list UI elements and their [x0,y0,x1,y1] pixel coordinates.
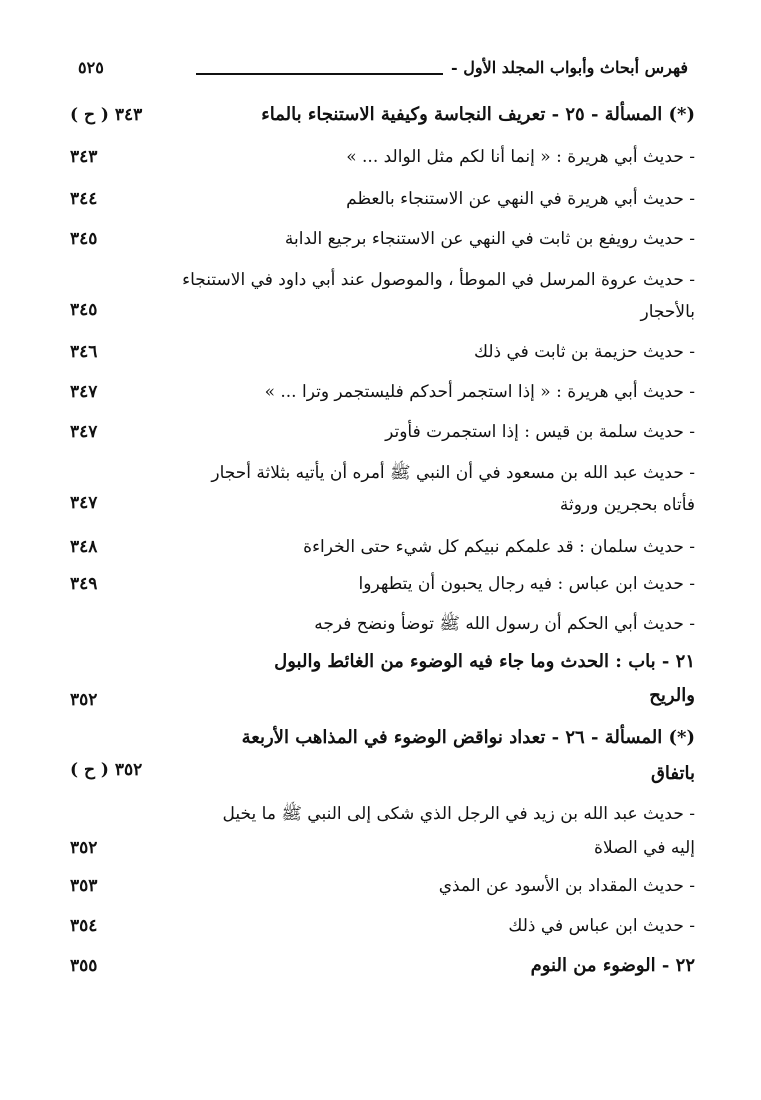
entry-title: - حديث حزيمة بن ثابت في ذلك [474,342,695,362]
index-entry [70,229,695,251]
entry-page: ٣٤٥ [70,229,98,249]
entry-page: ٣٤٤ [70,189,98,209]
header-page-number: ٥٢٥ [78,58,104,77]
index-entry [70,382,695,404]
entry-title-continued: والريح [649,685,695,706]
entry-page: ٣٥٢ [70,838,98,858]
entry-page: ٣٤٧ [70,382,98,402]
entry-title-continued: باتفاق [650,763,695,784]
entry-title: - حديث أبي هريرة في النهي عن الاستنجاء بالعظم [346,189,695,209]
entry-title: - حديث سلمة بن قيس : إذا استجمرت فأوتر [385,422,695,442]
entry-page: ٣٥٣ [70,876,98,896]
index-entry [70,422,695,444]
entry-title: - حديث عبد الله بن مسعود في أن النبي ﷺ أمره أن يأتيه بثلاثة أحجار [211,463,695,483]
entry-title: - حديث أبي هريرة : « إنما أنا لكم مثل الوالد ... » [346,147,695,167]
header-title: فهرس أبحاث وأبواب المجلد الأول - [451,58,688,77]
index-entry [70,147,695,169]
entry-page: ٣٤٥ [70,300,98,320]
entry-page: ٣٤٩ [70,574,98,594]
entry-title: - حديث عبد الله بن زيد في الرجل الذي شكى إلى النبي ﷺ ما يخيل [222,804,695,824]
entry-page: ٣٤٣ [70,147,98,167]
entry-title: - حديث أبي هريرة : « إذا استجمر أحدكم فليستجمر وترا ... » [264,382,695,402]
index-entry [70,876,695,898]
index-entry [70,614,695,636]
index-entry-bab-21 [70,652,695,716]
index-entry-chapter-22 [70,956,695,980]
entry-title: - حديث عروة المرسل في الموطأ ، والموصول عند أبي داود في الاستنجاء [182,270,695,290]
index-entry-masala-26 [70,728,695,792]
entry-page: ٣٥٢ ( ح ) [70,760,143,780]
entry-page: ٣٤٨ [70,537,98,557]
entry-page: ٣٤٧ [70,422,98,442]
index-entry [70,916,695,938]
entry-page: ٣٤٧ [70,493,98,513]
index-entry [70,574,695,596]
header-rule [196,73,443,75]
entry-title-continued: إليه في الصلاة [594,838,695,858]
index-entry [70,804,695,864]
entry-page: ٣٥٥ [70,956,98,976]
entry-title: ٢١ - باب : الحدث وما جاء فيه الوضوء من الغائط والبول [274,651,695,672]
entry-page: ٣٤٦ [70,342,98,362]
index-entry [70,270,695,330]
index-entry [70,342,695,364]
entry-title: - حديث سلمان : قد علمكم نبيكم كل شيء حتى الخراءة [303,537,695,557]
entry-title: - حديث المقداد بن الأسود عن المذي [438,876,695,896]
entry-title: ٢٢ - الوضوء من النوم [530,955,695,976]
index-entry [70,189,695,211]
index-entry-masala-25 [70,105,695,127]
index-entry [70,537,695,559]
entry-title: - حديث ابن عباس : فيه رجال يحبون أن يتطهروا [358,574,695,594]
entry-page: ٣٤٣ ( ح ) [70,105,143,125]
page-header [78,58,688,88]
entry-title: (*) المسألة - ٢٥ - تعريف النجاسة وكيفية الاستنجاء بالماء [261,104,695,125]
entry-title: - حديث أبي الحكم أن رسول الله ﷺ توضأ ونضح فرجه [314,614,695,634]
entry-title-continued: فأتاه بحجرين وروثة [559,495,695,515]
entry-page: ٣٥٢ [70,690,98,710]
entry-title: (*) المسألة - ٢٦ - تعداد نواقض الوضوء في المذاهب الأربعة [241,727,695,748]
index-entry [70,463,695,523]
entry-title: - حديث ابن عباس في ذلك [508,916,695,936]
entry-title: - حديث رويفع بن ثابت في النهي عن الاستنجاء برجيع الدابة [284,229,695,249]
entry-title-continued: بالأحجار [640,302,695,322]
entry-page: ٣٥٤ [70,916,98,936]
